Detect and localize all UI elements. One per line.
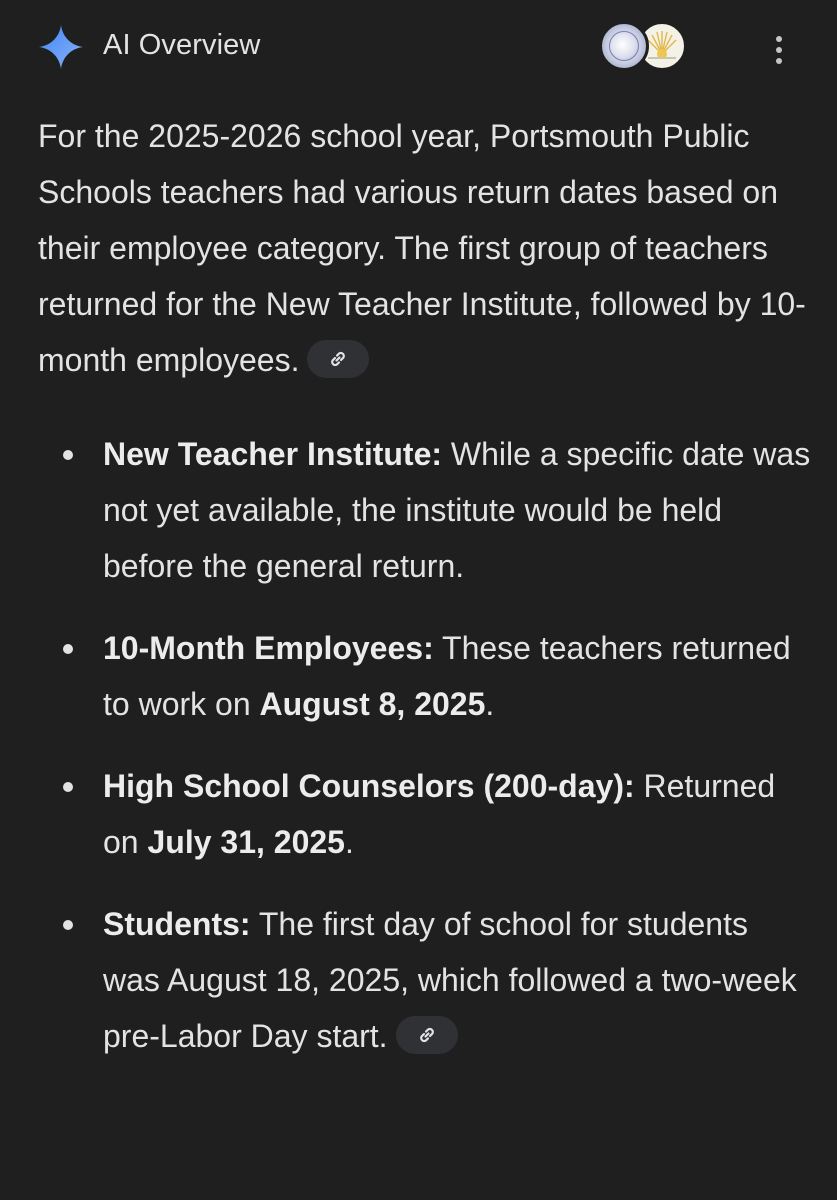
bullet-date: August 8, 2025 (259, 686, 486, 722)
bullet-label: New Teacher Institute: (103, 436, 443, 472)
intro-paragraph (38, 108, 813, 388)
bullet-label: High School Counselors (200-day): (103, 768, 635, 804)
link-icon (326, 347, 350, 371)
list-item (38, 620, 813, 732)
intro-text: For the 2025-2026 school year, Portsmouth Public Schools teachers had various return dates based on their employee category. The first group of teachers returned for the New Teacher Institute, followed by 10-month employees. (38, 118, 806, 378)
source-link-chip[interactable] (307, 340, 369, 378)
bullet-dot (63, 644, 73, 654)
more-options-button[interactable] (760, 26, 800, 70)
bullet-text: These teachers returned to work on (103, 630, 791, 722)
bullet-dot (63, 920, 73, 930)
ai-overview-title: AI Overview (103, 29, 261, 61)
list-item (38, 758, 813, 870)
bullet-text: The first day of school for students was August 18, 2025, which followed a two-week pre-Labor Day start. (103, 906, 797, 1054)
bullet-label: 10-Month Employees: (103, 630, 434, 666)
gemini-sparkle-icon (38, 24, 84, 70)
link-icon (415, 1023, 439, 1047)
more-vertical-icon (776, 36, 782, 42)
ai-overview-header (0, 0, 837, 92)
bullet-dot (63, 450, 73, 460)
list-item (38, 426, 813, 594)
ai-overview-content (38, 108, 813, 1090)
bullet-text-end: . (344, 824, 354, 860)
bullet-text: Returned on (103, 768, 776, 860)
bullet-text: While a specific date was not yet available, the institute would be held before the general return. (103, 436, 811, 584)
globe-favicon[interactable] (599, 21, 649, 71)
source-favicons[interactable] (599, 21, 689, 73)
return-dates-list (38, 426, 813, 1064)
list-item (38, 896, 813, 1064)
source-link-chip[interactable] (396, 1016, 458, 1054)
bullet-text-end: . (485, 686, 495, 722)
bullet-date: July 31, 2025 (147, 824, 345, 860)
bullet-label: Students: (103, 906, 251, 942)
bullet-dot (63, 782, 73, 792)
